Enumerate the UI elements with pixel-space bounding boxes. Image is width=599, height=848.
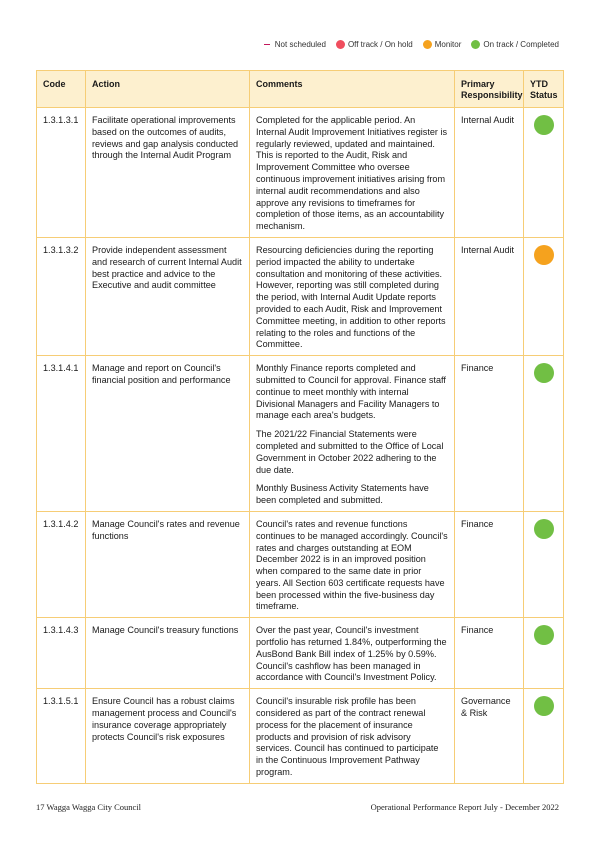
cell-action: Manage and report on Council's financial position and performance	[86, 356, 250, 512]
cell-status	[524, 689, 564, 784]
cell-action: Ensure Council has a robust claims management process and Council's insurance coverage appropriately protects Council's risk exposures	[86, 689, 250, 784]
table-row	[37, 511, 564, 617]
comment-paragraph: The 2021/22 Financial Statements were completed and submitted to the Office of Local Government in October 2022 adhering to the due date.	[256, 429, 444, 475]
table-row	[37, 108, 564, 238]
header-comments: Comments	[250, 71, 455, 108]
status-dot-icon	[534, 245, 554, 265]
not-scheduled-dash-icon	[264, 44, 270, 46]
header-code: Code	[37, 71, 86, 108]
legend-not-scheduled-label: Not scheduled	[274, 40, 326, 49]
cell-code: 1.3.1.5.1	[37, 689, 86, 784]
status-dot-icon	[534, 696, 554, 716]
cell-action: Manage Council's rates and revenue functions	[86, 511, 250, 617]
cell-responsibility: Finance	[455, 511, 524, 617]
cell-code: 1.3.1.3.1	[37, 108, 86, 238]
table-header-row	[37, 71, 564, 108]
header-responsibility: Primary Responsibility	[455, 71, 524, 108]
cell-responsibility: Finance	[455, 356, 524, 512]
legend-off-track-label: Off track / On hold	[347, 40, 413, 49]
table-row	[37, 237, 564, 355]
header-action: Action	[86, 71, 250, 108]
cell-action: Facilitate operational improvements based on the outcomes of audits, reviews and gap analysis conducted through the Internal Audit Program	[86, 108, 250, 238]
table-row	[37, 356, 564, 512]
cell-responsibility: Finance	[455, 618, 524, 689]
header-status: YTD Status	[524, 71, 564, 108]
status-dot-icon	[534, 519, 554, 539]
comment-paragraph: Council's rates and revenue functions continues to be managed accordingly. Council's rates and charges outstanding at EOM December 2022 is in an improved position when compared to the same date in prior years. All Section 603 certificate requests have been processed within the five-business day timeframe.	[256, 518, 448, 612]
orange-dot-icon	[423, 40, 432, 49]
table-row	[37, 689, 564, 784]
cell-status	[524, 511, 564, 617]
cell-code: 1.3.1.4.1	[37, 356, 86, 512]
legend-monitor	[423, 40, 462, 49]
cell-comments	[250, 689, 455, 784]
cell-comments	[250, 237, 455, 355]
footer-report-title: Operational Performance Report July - December 2022	[370, 802, 559, 812]
status-dot-icon	[534, 115, 554, 135]
cell-responsibility: Internal Audit	[455, 237, 524, 355]
footer-page-info: 17 Wagga Wagga City Council	[36, 802, 142, 812]
comment-paragraph: Council's insurable risk profile has been considered as part of the contract renewal process for the placement of insurance products and provision of risk advisory services. Council has continued to participate in the Continuous Improvement Pathway program.	[256, 696, 439, 778]
cell-action: Manage Council's treasury functions	[86, 618, 250, 689]
cell-status	[524, 356, 564, 512]
cell-status	[524, 108, 564, 238]
cell-code: 1.3.1.4.3	[37, 618, 86, 689]
comment-paragraph: Monthly Business Activity Statements have been completed and submitted.	[256, 483, 429, 506]
page-footer	[36, 802, 559, 812]
status-dot-icon	[534, 363, 554, 383]
cell-responsibility: Governance & Risk	[455, 689, 524, 784]
status-legend	[254, 40, 559, 49]
cell-code: 1.3.1.4.2	[37, 511, 86, 617]
cell-comments	[250, 511, 455, 617]
legend-not-scheduled	[264, 40, 326, 49]
legend-on-track	[471, 40, 559, 49]
cell-responsibility: Internal Audit	[455, 108, 524, 238]
comment-paragraph: Resourcing deficiencies during the reporting period impacted the ability to undertake consultation and monitoring of these activities. However, reporting was still completed during the period, with Internal Audit Update reports provided to each Audit, Risk and Improvement Committee meeting, in addition to other reports relating to the roles and functions of the Committee.	[256, 244, 446, 350]
status-dot-icon	[534, 625, 554, 645]
cell-comments	[250, 356, 455, 512]
comment-paragraph: Monthly Finance reports completed and submitted to Council for approval. Finance staff continue to meet monthly with internal Divisional Managers and Facility Managers to manage each area's budgets.	[256, 363, 446, 421]
operational-actions-table	[36, 70, 564, 784]
legend-on-track-label: On track / Completed	[483, 40, 559, 49]
table-row	[37, 618, 564, 689]
legend-monitor-label: Monitor	[434, 40, 462, 49]
red-dot-icon	[336, 40, 345, 49]
comment-paragraph: Over the past year, Council's investment portfolio has returned 1.84%, outperforming the AusBond Bank Bill index of 1.25% by 0.59%. Council's cashflow has been managed in accordance with Council's Investment Policy.	[256, 625, 447, 683]
cell-action: Provide independent assessment and research of current Internal Audit best practice and advice to the Executive and audit committee	[86, 237, 250, 355]
green-dot-icon	[471, 40, 480, 49]
cell-code: 1.3.1.3.2	[37, 237, 86, 355]
cell-status	[524, 237, 564, 355]
comment-paragraph: Completed for the applicable period. An Internal Audit Improvement Initiatives register is regularly reviewed, updated and maintained. This is reported to the Audit, Risk and Improvement Committee who oversee continuous improvement initiatives arising from internal audit recommendations and also approve any revisions to timeframes for completion of those items, as an accountability mechanism.	[256, 115, 448, 232]
cell-comments	[250, 108, 455, 238]
cell-status	[524, 618, 564, 689]
cell-comments	[250, 618, 455, 689]
legend-off-track	[336, 40, 413, 49]
